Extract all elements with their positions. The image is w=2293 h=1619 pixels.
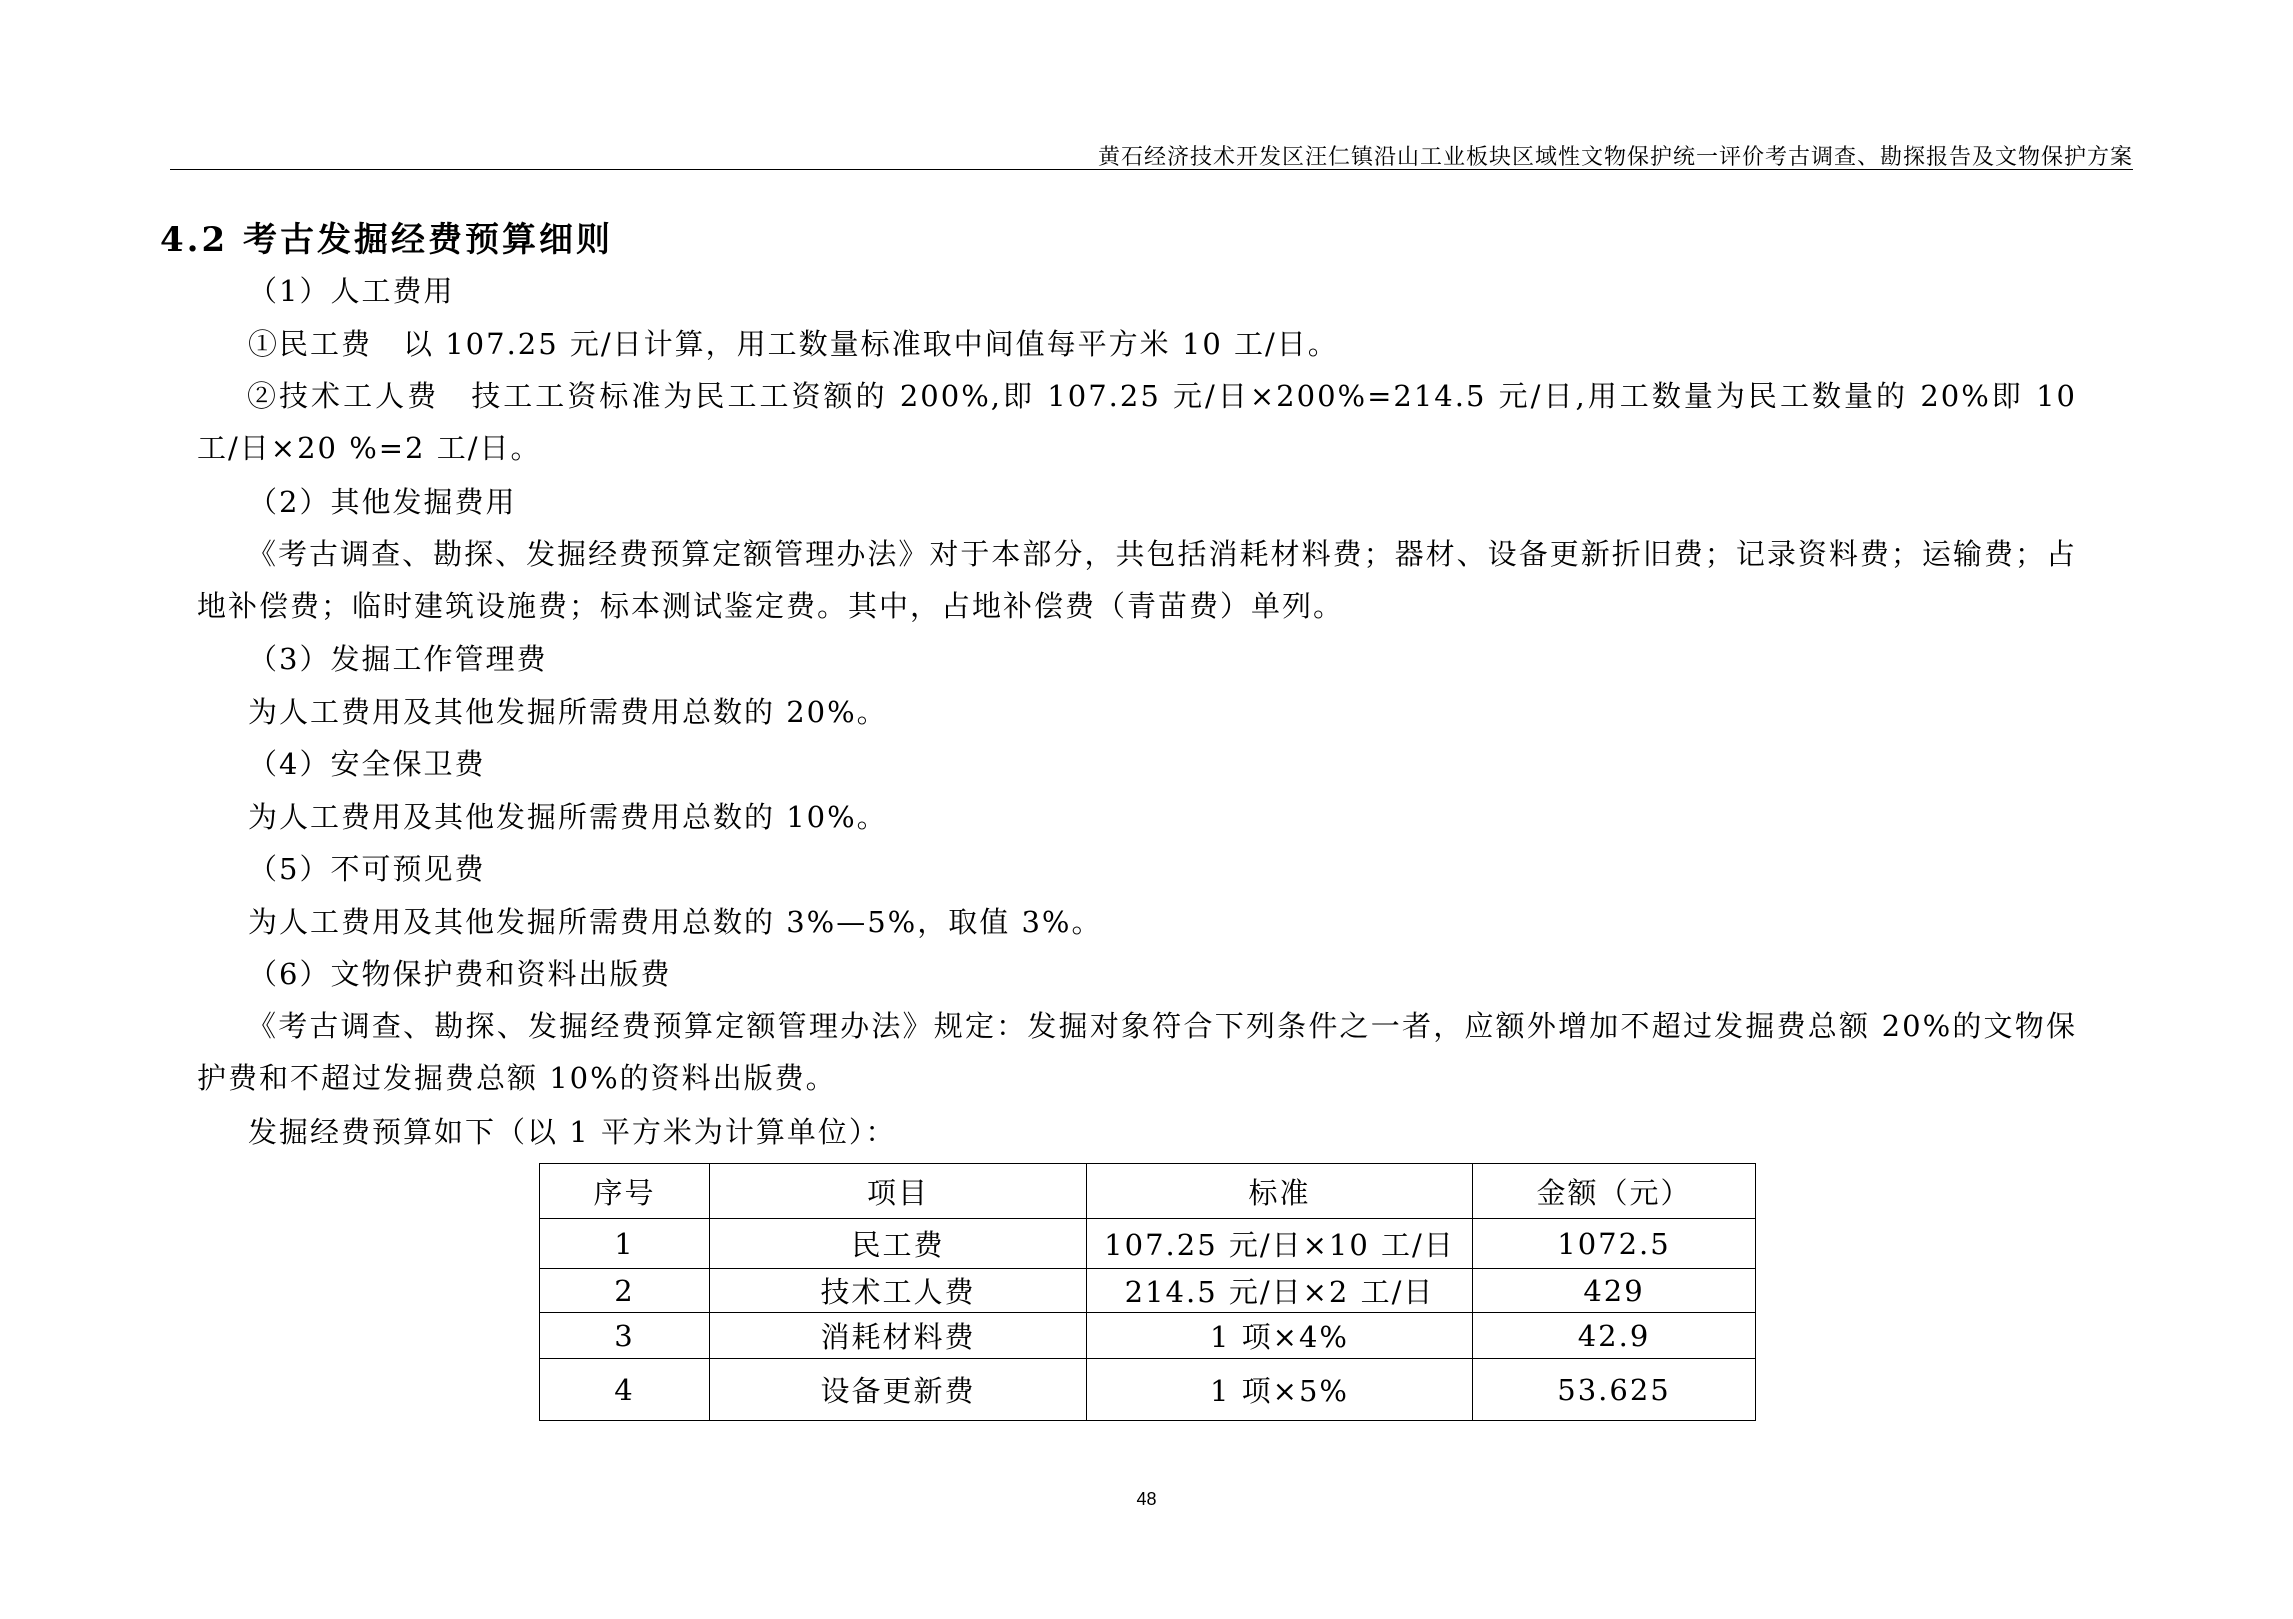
cell-amount: 1072.5 bbox=[1473, 1219, 1756, 1269]
security-fee-text: 为人工费用及其他发掘所需费用总数的 10%。 bbox=[248, 800, 888, 834]
header-cell-item: 项目 bbox=[710, 1164, 1087, 1219]
table-row bbox=[540, 1313, 1756, 1359]
table-row bbox=[540, 1219, 1756, 1269]
budget-intro: 发掘经费预算如下（以 1 平方米为计算单位）： bbox=[248, 1115, 897, 1149]
unforeseen-fee-text: 为人工费用及其他发掘所需费用总数的 3%—5%，取值 3%。 bbox=[248, 905, 1103, 939]
other-expenses-text: 《考古调查、勘探、发掘经费预算定额管理办法》对于本部分，共包括消耗材料费；器材、设备更新折旧费；记录资料费；运输费；占地补偿费；临时建筑设施费；标本测试鉴定费。其中，占地补偿费（青苗费）单列。 bbox=[197, 537, 2077, 623]
cell-amount: 42.9 bbox=[1473, 1313, 1756, 1359]
labor-item-2: ②技术工人费 技工工资标准为民工工资额的 200%,即 107.25 元/日×200%=214.5 元/日,用工数量为民工数量的 20%即 10 工/日×20 %=2 工/日。 bbox=[197, 379, 2077, 465]
cell-amount: 53.625 bbox=[1473, 1359, 1756, 1421]
cell-item: 技术工人费 bbox=[710, 1269, 1087, 1313]
header-cell-index: 序号 bbox=[540, 1164, 710, 1219]
security-fee-heading: （4）安全保卫费 bbox=[248, 747, 486, 781]
unforeseen-fee-heading: （5）不可预见费 bbox=[248, 852, 486, 886]
page-number: 48 bbox=[1136, 1489, 1157, 1509]
cell-index: 1 bbox=[540, 1219, 710, 1269]
section-title: 4.2 考古发掘经费预算细则 bbox=[160, 220, 613, 260]
budget-table bbox=[539, 1163, 1756, 1421]
table-header-row bbox=[540, 1164, 1756, 1219]
management-fee-text: 为人工费用及其他发掘所需费用总数的 20%。 bbox=[248, 695, 888, 729]
header-cell-standard: 标准 bbox=[1087, 1164, 1473, 1219]
cell-amount: 429 bbox=[1473, 1269, 1756, 1313]
cell-index: 3 bbox=[540, 1313, 710, 1359]
cell-standard: 1 项×4% bbox=[1087, 1313, 1473, 1359]
cell-item: 设备更新费 bbox=[710, 1359, 1087, 1421]
header-divider bbox=[170, 169, 2133, 170]
cell-index: 4 bbox=[540, 1359, 710, 1421]
cell-standard: 1 项×5% bbox=[1087, 1359, 1473, 1421]
protection-fee-heading: （6）文物保护费和资料出版费 bbox=[248, 957, 672, 991]
management-fee-heading: （3）发掘工作管理费 bbox=[248, 642, 548, 676]
protection-fee-text: 《考古调查、勘探、发掘经费预算定额管理办法》规定：发掘对象符合下列条件之一者，应额外增加不超过发掘费总额 20%的文物保护费和不超过发掘费总额 10%的资料出版费。 bbox=[197, 1009, 2077, 1095]
header-cell-amount: 金额（元） bbox=[1473, 1164, 1756, 1219]
other-expenses-heading: （2）其他发掘费用 bbox=[248, 485, 517, 519]
cell-item: 民工费 bbox=[710, 1219, 1087, 1269]
table-row bbox=[540, 1269, 1756, 1313]
cell-standard: 107.25 元/日×10 工/日 bbox=[1087, 1219, 1473, 1269]
cell-item: 消耗材料费 bbox=[710, 1313, 1087, 1359]
table-row bbox=[540, 1359, 1756, 1421]
labor-heading: （1）人工费用 bbox=[248, 274, 455, 308]
cell-standard: 214.5 元/日×2 工/日 bbox=[1087, 1269, 1473, 1313]
cell-index: 2 bbox=[540, 1269, 710, 1313]
labor-item-1: ①民工费 以 107.25 元/日计算，用工数量标准取中间值每平方米 10 工/日。 bbox=[248, 327, 1339, 361]
running-header: 黄石经济技术开发区汪仁镇沿山工业板块区域性文物保护统一评价考古调查、勘探报告及文物保护方案 bbox=[1097, 145, 2133, 170]
